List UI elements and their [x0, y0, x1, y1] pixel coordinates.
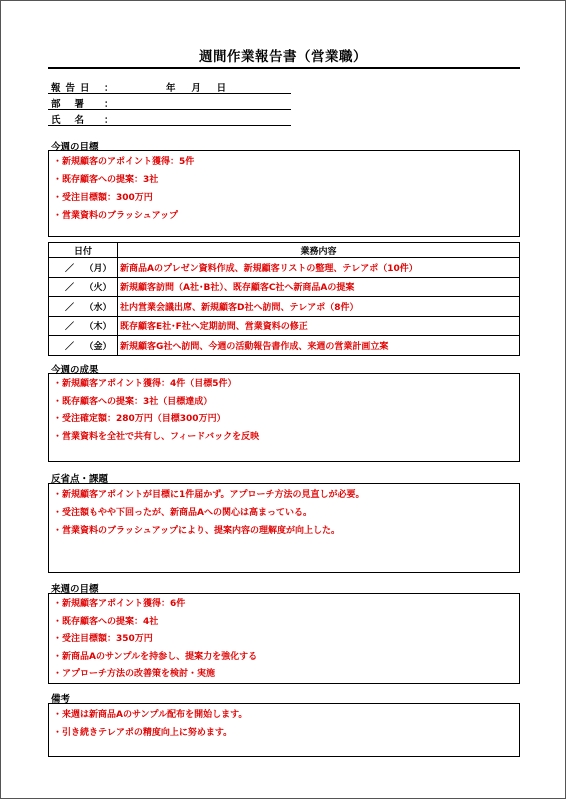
- notes-box[interactable]: [48, 703, 520, 757]
- date-slash: ／: [64, 322, 74, 333]
- next-goal-item: ・アプローチ方法の改善策を検討・実施: [53, 669, 216, 679]
- result-item: ・受注確定額：280万円（目標300万円）: [53, 414, 226, 424]
- table-row: [49, 336, 520, 356]
- goals-label: 今週の目標: [51, 142, 99, 153]
- day-cell[interactable]: [49, 297, 118, 317]
- results-box[interactable]: [48, 373, 520, 462]
- date-slash: ／: [64, 302, 74, 313]
- goal-item: ・既存顧客への提案：3社: [53, 175, 159, 185]
- next-goal-item: ・新商品Aのサンプルを持参し、提案力を強化する: [53, 651, 258, 662]
- task-cell[interactable]: 新商品Aのプレゼン資料作成、新規顧客リストの整理、テレアポ（10件）: [118, 258, 520, 278]
- page-title: 週間作業報告書（営業職）: [199, 49, 367, 65]
- month-label: 月: [191, 83, 201, 94]
- day-label: 日: [216, 83, 227, 94]
- table-row: [49, 316, 520, 336]
- table-row: [49, 277, 520, 297]
- task-cell[interactable]: 新規顧客G社へ訪問、今週の活動報告書作成、来週の営業計画立案: [118, 336, 520, 356]
- result-item: ・営業資料を全社で共有し、フィードバックを反映: [53, 431, 260, 442]
- goal-item: ・営業資料のブラッシュアップ: [53, 211, 179, 221]
- next-goals-label: 来週の目標: [51, 584, 99, 595]
- col-task-header: 業務内容: [118, 243, 520, 258]
- col-day-header: 日付: [49, 243, 118, 258]
- date-slash: ／: [64, 341, 74, 352]
- name-field[interactable]: [48, 109, 291, 126]
- result-item: ・既存顧客への提案：3社（目標達成）: [53, 396, 213, 407]
- weekday: （水）: [84, 302, 112, 313]
- weekday: （金）: [84, 341, 112, 352]
- reflection-label: 反省点・課題: [51, 474, 109, 485]
- next-goals-box[interactable]: [48, 593, 520, 684]
- task-cell[interactable]: 既存顧客E社･F社へ定期訪問、営業資料の修正: [118, 316, 520, 336]
- title-rule: [48, 67, 520, 69]
- schedule-table: [48, 242, 520, 356]
- table-row: [49, 258, 520, 278]
- name-label: 氏名: [51, 115, 99, 126]
- reflection-box[interactable]: [48, 483, 520, 573]
- note-item: ・引き続きテレアポの精度向上に努めます。: [53, 728, 233, 738]
- goal-item: ・受注目標額：300万円: [53, 193, 153, 203]
- goals-box[interactable]: [48, 150, 520, 237]
- task-cell[interactable]: 新規顧客訪問（A社･B社）、既存顧客C社へ新商品Aの提案: [118, 277, 520, 297]
- day-cell[interactable]: [49, 336, 118, 356]
- result-item: ・新規顧客アポイント獲得：4件（目標5件）: [53, 379, 237, 389]
- next-goal-item: ・新規顧客アポイント獲得：6件: [53, 599, 186, 609]
- day-cell[interactable]: [49, 277, 118, 297]
- dept-colon: ：: [104, 99, 114, 110]
- day-cell[interactable]: [49, 258, 118, 278]
- name-colon: ：: [104, 115, 114, 126]
- next-goal-item: ・受注目標額：350万円: [53, 634, 153, 644]
- day-cell[interactable]: [49, 316, 118, 336]
- report-date-label: 報告日: [51, 83, 95, 94]
- date-slash: ／: [64, 283, 74, 294]
- dept-label: 部署: [51, 99, 99, 110]
- report-date-field[interactable]: [48, 77, 291, 94]
- date-parts: [166, 80, 226, 94]
- task-cell[interactable]: 社内営業会議出席、新規顧客D社へ訪問、テレアポ（8件）: [118, 297, 520, 317]
- weekday: （火）: [84, 283, 112, 294]
- table-row: [49, 297, 520, 317]
- weekday: （木）: [84, 322, 112, 333]
- reflection-item: ・新規顧客アポイントが目標に1件届かず。アプローチ方法の見直しが必要。: [53, 490, 365, 500]
- next-goal-item: ・既存顧客への提案：4社: [53, 616, 159, 627]
- report-date-colon: ：: [104, 83, 114, 94]
- results-label: 今週の成果: [51, 365, 99, 376]
- year-label: 年: [166, 83, 176, 94]
- note-item: ・来週は新商品Aのサンプル配布を開始します。: [53, 710, 248, 720]
- reflection-item: ・受注額もやや下回ったが、新商品Aへの関心は高まっている。: [53, 508, 312, 518]
- dept-field[interactable]: [48, 93, 291, 110]
- weekday: （月）: [84, 263, 112, 274]
- date-slash: ／: [64, 263, 74, 274]
- reflection-item: ・営業資料のブラッシュアップにより、提案内容の理解度が向上した。: [53, 526, 341, 536]
- goal-item: ・新規顧客のアポイント獲得：5件: [53, 157, 195, 167]
- notes-label: 備考: [51, 694, 71, 705]
